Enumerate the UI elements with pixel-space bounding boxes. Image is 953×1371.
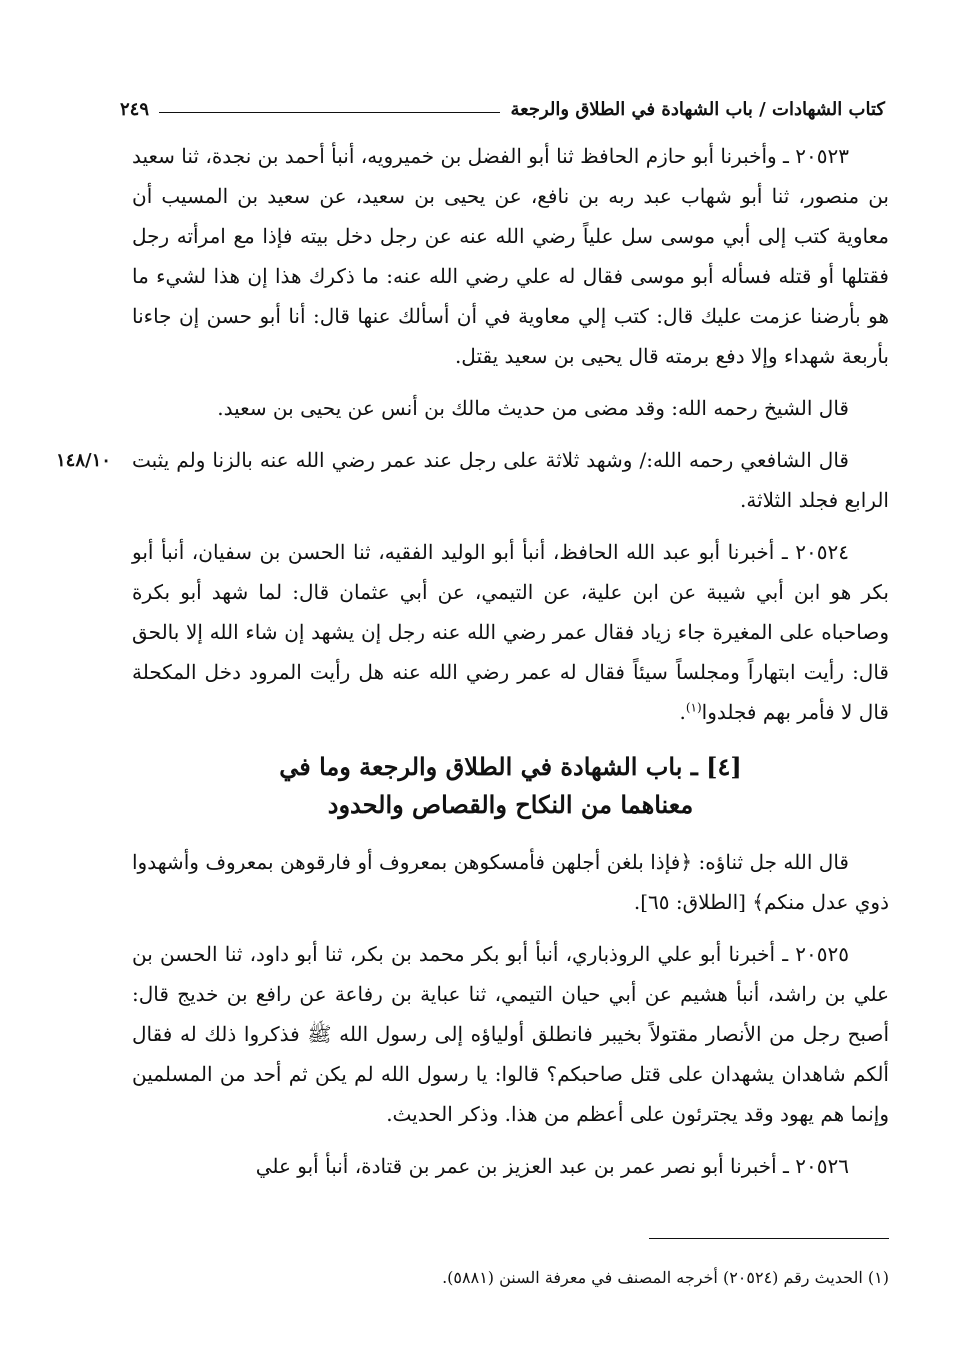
margin-reference: ١٤٨/١٠ bbox=[56, 450, 111, 471]
chapter-heading bbox=[132, 748, 889, 824]
hadith-20524-end: . bbox=[679, 700, 686, 724]
running-header bbox=[120, 88, 885, 120]
hadith-20523: ٢٠٥٢٣ ـ وأخبرنا أبو حازم الحافظ ثنا أبو الفضل بن خميرويه، أنبأ أحمد بن نجدة، ثنا سعيد بن منصور، ثنا أبو شهاب عبد ربه بن نافع، عن يحيى بن سعيد، عن سعيد بن المسيب أن معاوية كتب إلى أبي موسى سل علياً رضي الله عنه عن رجل دخل بيته فإذا مع امرأته رجل فقتلها أو قتله فسأله أبو موسى فقال له علي رضي الله عنه: ما ذكرك هذا إن هذا لشيء ما هو بأرضنا عزمت عليك قال: كتب إلي معاوية في أن أسألك عنها قال: أنا أبو حسن إن جاءنا بأربعة شهداء وإلا دفع برمته قال يحيى بن سعيد يقتل. bbox=[132, 144, 889, 368]
chapter-heading-line-2: معناهما من النكاح والقصاص والحدود bbox=[327, 790, 694, 819]
hadith-20526: ٢٠٥٢٦ ـ أخبرنا أبو نصر عمر بن عبد العزيز بن عمر بن قتادة، أنبأ أبو علي bbox=[255, 1154, 849, 1178]
footnote: (١) الحديث رقم (٢٠٥٢٤) أخرجه المصنف في معرفة السنن (٥٨٨١). bbox=[442, 1268, 889, 1287]
hadith-20524 bbox=[132, 532, 889, 732]
hadith-20525: ٢٠٥٢٥ ـ أخبرنا أبو علي الروذباري، أنبأ أبو بكر محمد بن بكر، ثنا أبو داود، ثنا الحسن بن علي بن راشد، أنبأ هشيم عن أبي حيان التيمي، ثنا عباية بن رفاعة عن رافع بن خديج قال: أصبح رجل من الأنصار مقتولاً بخيبر فانطلق أولياؤه إلى رسول الله ﷺ فذكروا ذلك له فقال ألكم شاهدان يشهدان على قتل صاحبكم؟ قالوا: يا رسول الله لم يكن ثم أحد من المسلمين وإنما هم يهود وقد يجترئون على أعظم من هذا. وذكر الحديث. bbox=[132, 942, 889, 1126]
footnote-marker: (١) bbox=[685, 700, 702, 715]
sheikh-remark: قال الشيخ رحمه الله: وقد مضى من حديث مالك بن أنس عن يحيى بن سعيد. bbox=[217, 396, 849, 420]
page-number: ٢٤٩ bbox=[120, 99, 150, 120]
footnote-rule bbox=[649, 1238, 889, 1239]
header-rule bbox=[159, 112, 500, 113]
shafii-remark: قال الشافعي رحمه الله:/ وشهد ثلاثة على رجل عند عمر رضي الله عنه بالزنا ولم يثبت الرابع فجلد الثلاثة. bbox=[132, 448, 889, 512]
running-title: كتاب الشهادات / باب الشهادة في الطلاق والرجعة bbox=[510, 99, 885, 120]
chapter-heading-line-1: [٤] ـ باب الشهادة في الطلاق والرجعة وما في bbox=[279, 752, 742, 781]
hadith-20524-text: ٢٠٥٢٤ ـ أخبرنا أبو عبد الله الحافظ، أنبأ أبو الوليد الفقيه، ثنا الحسن بن سفيان، أنبأ أبو بكر هو ابن أبي شيبة عن ابن علية، عن التيمي، عن أبي عثمان قال: لما شهد أبو بكرة وصاحباه على المغيرة جاء زياد فقال عمر رضي الله عنه رجل إن يشهد إن شاء الله إلا بالحق قال: رأيت ابتهاراً ومجلساً سيئاً فقال له عمر رضي الله عنه هل رأيت المرود دخل المكحلة قال لا فأمر بهم فجلدوا bbox=[132, 540, 889, 724]
quran-verse: قال الله جل ثناؤه: ﴿فإذا بلغن أجلهن فأمسكوهن بمعروف أو فارقوهن بمعروف وأشهدوا ذوي عدل منكم﴾ [الطلاق: ٦٥]. bbox=[132, 850, 889, 914]
page-body bbox=[132, 136, 889, 1186]
